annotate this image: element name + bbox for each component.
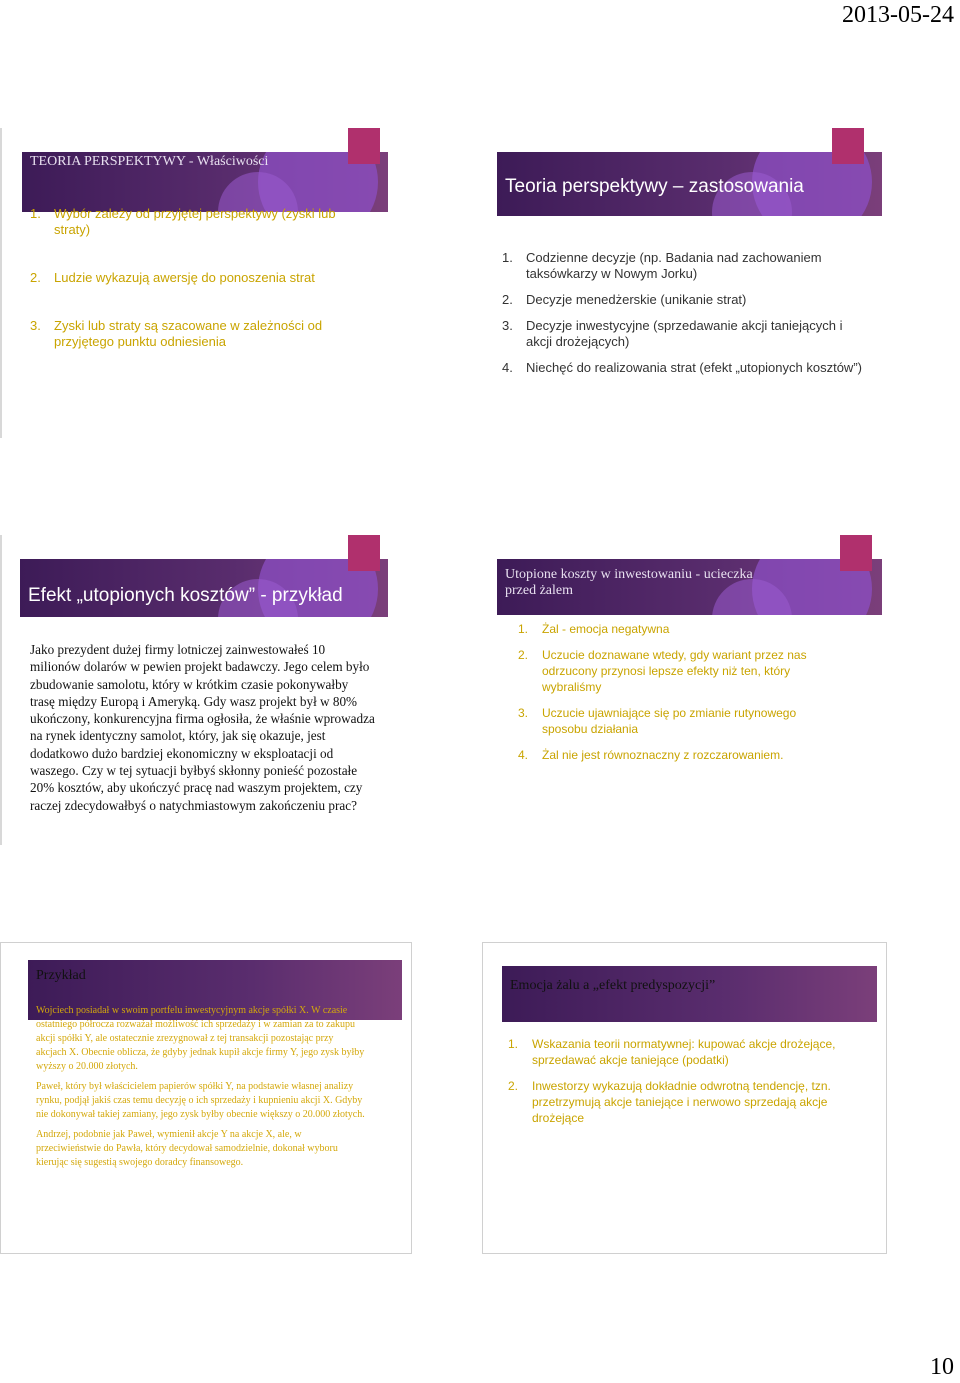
decorative-square xyxy=(840,535,872,571)
slide-list xyxy=(518,621,838,773)
list-item: 2. Inwestorzy wykazują dokładnie odwrotną tendencję, tzn. przetrzymują akcje taniejące i nerwowo sprzedają akcje drożejące xyxy=(508,1079,831,1125)
header-date: 2013-05-24 xyxy=(842,2,954,28)
list-item: 2. Decyzje menedżerskie (unikanie strat) xyxy=(502,292,747,307)
slide-3 xyxy=(0,535,388,845)
list-item: 4. Niechęć do realizowania strat (efekt „utopionych kosztów”) xyxy=(502,360,862,375)
list-item: 2. Ludzie wykazują awersję do ponoszenia strat xyxy=(30,270,315,285)
list-item: 3. Zyski lub straty są szacowane w zależności od przyjętego punktu odniesienia xyxy=(30,318,323,349)
list-item: 1. Codzienne decyzje (np. Badania nad zachowaniem taksówkarzy w Nowym Jorku) xyxy=(502,250,822,281)
paragraph: Paweł, który był właścicielem papierów spółki Y, na podstawie własnej analizy rynku, podjął jakiś czas temu decyzję o ich sprzedaży i kupnieniu akcji X. Gdyby nie dokonywał takiej zamiany, jego zysk byłby obecnie większy o 20.000 złotych. xyxy=(36,1081,365,1120)
slide-4 xyxy=(482,535,882,845)
slide-body xyxy=(36,1004,366,1176)
decorative-square xyxy=(348,535,380,571)
page-number: 10 xyxy=(930,1354,954,1380)
list-item: 1. Żal - emocja negatywna xyxy=(518,622,670,636)
slide-title-band xyxy=(502,966,877,1022)
paragraph: Wojciech posiadał w swoim portfelu inwestycyjnym akcje spółki X. W czasie ostatniego półrocza rozważał możliwość ich sprzedaży i w zamian za to zakupu akcji spółki Y, ale ostatecznie zrezygnował z tej transakcji pozostając przy akcjach X. Obecnie oblicza, że gdyby jednak kupił akcje firmy Y, jego zysk byłby wyższy o 20.000 złotych. xyxy=(36,1005,365,1072)
slide-list xyxy=(508,1036,838,1136)
slide-edge xyxy=(0,128,2,438)
slide-list xyxy=(30,206,375,360)
slide-2 xyxy=(482,128,882,438)
list-item: 4. Żal nie jest równoznaczny z rozczarowaniem. xyxy=(518,748,784,762)
slide-title: Utopione koszty w inwestowaniu - ucieczka przed żalem xyxy=(505,567,753,598)
slide-title-band xyxy=(22,152,388,212)
slide-5 xyxy=(0,942,412,1254)
slide-title: Efekt „utopionych kosztów” - przykład xyxy=(28,585,343,606)
slide-title: TEORIA PERSPEKTYWY - Właściwości xyxy=(30,154,269,169)
slide-title: Teoria perspektywy – zastosowania xyxy=(505,176,804,197)
slide-title-band xyxy=(497,559,882,615)
slide-6 xyxy=(482,942,887,1254)
paragraph: Andrzej, podobnie jak Paweł, wymienił akcje Y na akcje X, ale, w przeciwieństwie do Pawła, który decydował samodzielnie, dokonał wyboru kierując się sugestią swojego doradcy finansowego. xyxy=(36,1129,338,1168)
list-item: 3. Decyzje inwestycyjne (sprzedawanie akcji taniejących i akcji drożejących) xyxy=(502,318,843,349)
slide-title: Emocja żalu a „efekt predyspozycji” xyxy=(510,978,716,993)
slide-title: Przykład xyxy=(36,968,86,983)
list-item: 2. Uczucie doznawane wtedy, gdy wariant przez nas odrzucony przynosi lepsze efekty niż ten, który wybraliśmy xyxy=(518,648,807,694)
slide-1 xyxy=(0,128,388,438)
decorative-square xyxy=(832,128,864,164)
list-item: 1. Wybór zależy od przyjętej perspektywy (zyski lub straty) xyxy=(30,206,336,237)
list-item: 1. Wskazania teorii normatywnej: kupować akcje drożejące, sprzedawać akcje taniejące (podatki) xyxy=(508,1037,836,1067)
slide-title-band xyxy=(20,559,388,617)
decorative-square xyxy=(348,128,380,164)
slide-body: Jako prezydent dużej firmy lotniczej zainwestowałeś 10 milionów dolarów w pewien projekt badawczy. Jego celem było zbudowanie samolotu, który w krótkim czasie pokonywałby trasę między Europą i Ameryką. Gdy wasz projekt był w 80% ukończony, konkurencyjna firma ogłosiła, że właśnie wprowadza na rynek identyczny samolot, który, jak się okazuje, jest dodatkowo dużo bardziej ekonomiczny w eksploatacji od waszego. Czy w tej sytuacji byłbyś skłonny ponieść pozostałe 20% kosztów, aby ukończyć pracę nad waszym projektem, czy raczej zdecydowałbyś o natychmiastowym zakończeniu prac? xyxy=(30,642,375,813)
slide-title-band xyxy=(497,152,882,216)
slide-edge xyxy=(0,535,2,845)
list-item: 3. Uczucie ujawniające się po zmianie rutynowego sposobu działania xyxy=(518,706,797,736)
slide-list xyxy=(502,250,862,386)
